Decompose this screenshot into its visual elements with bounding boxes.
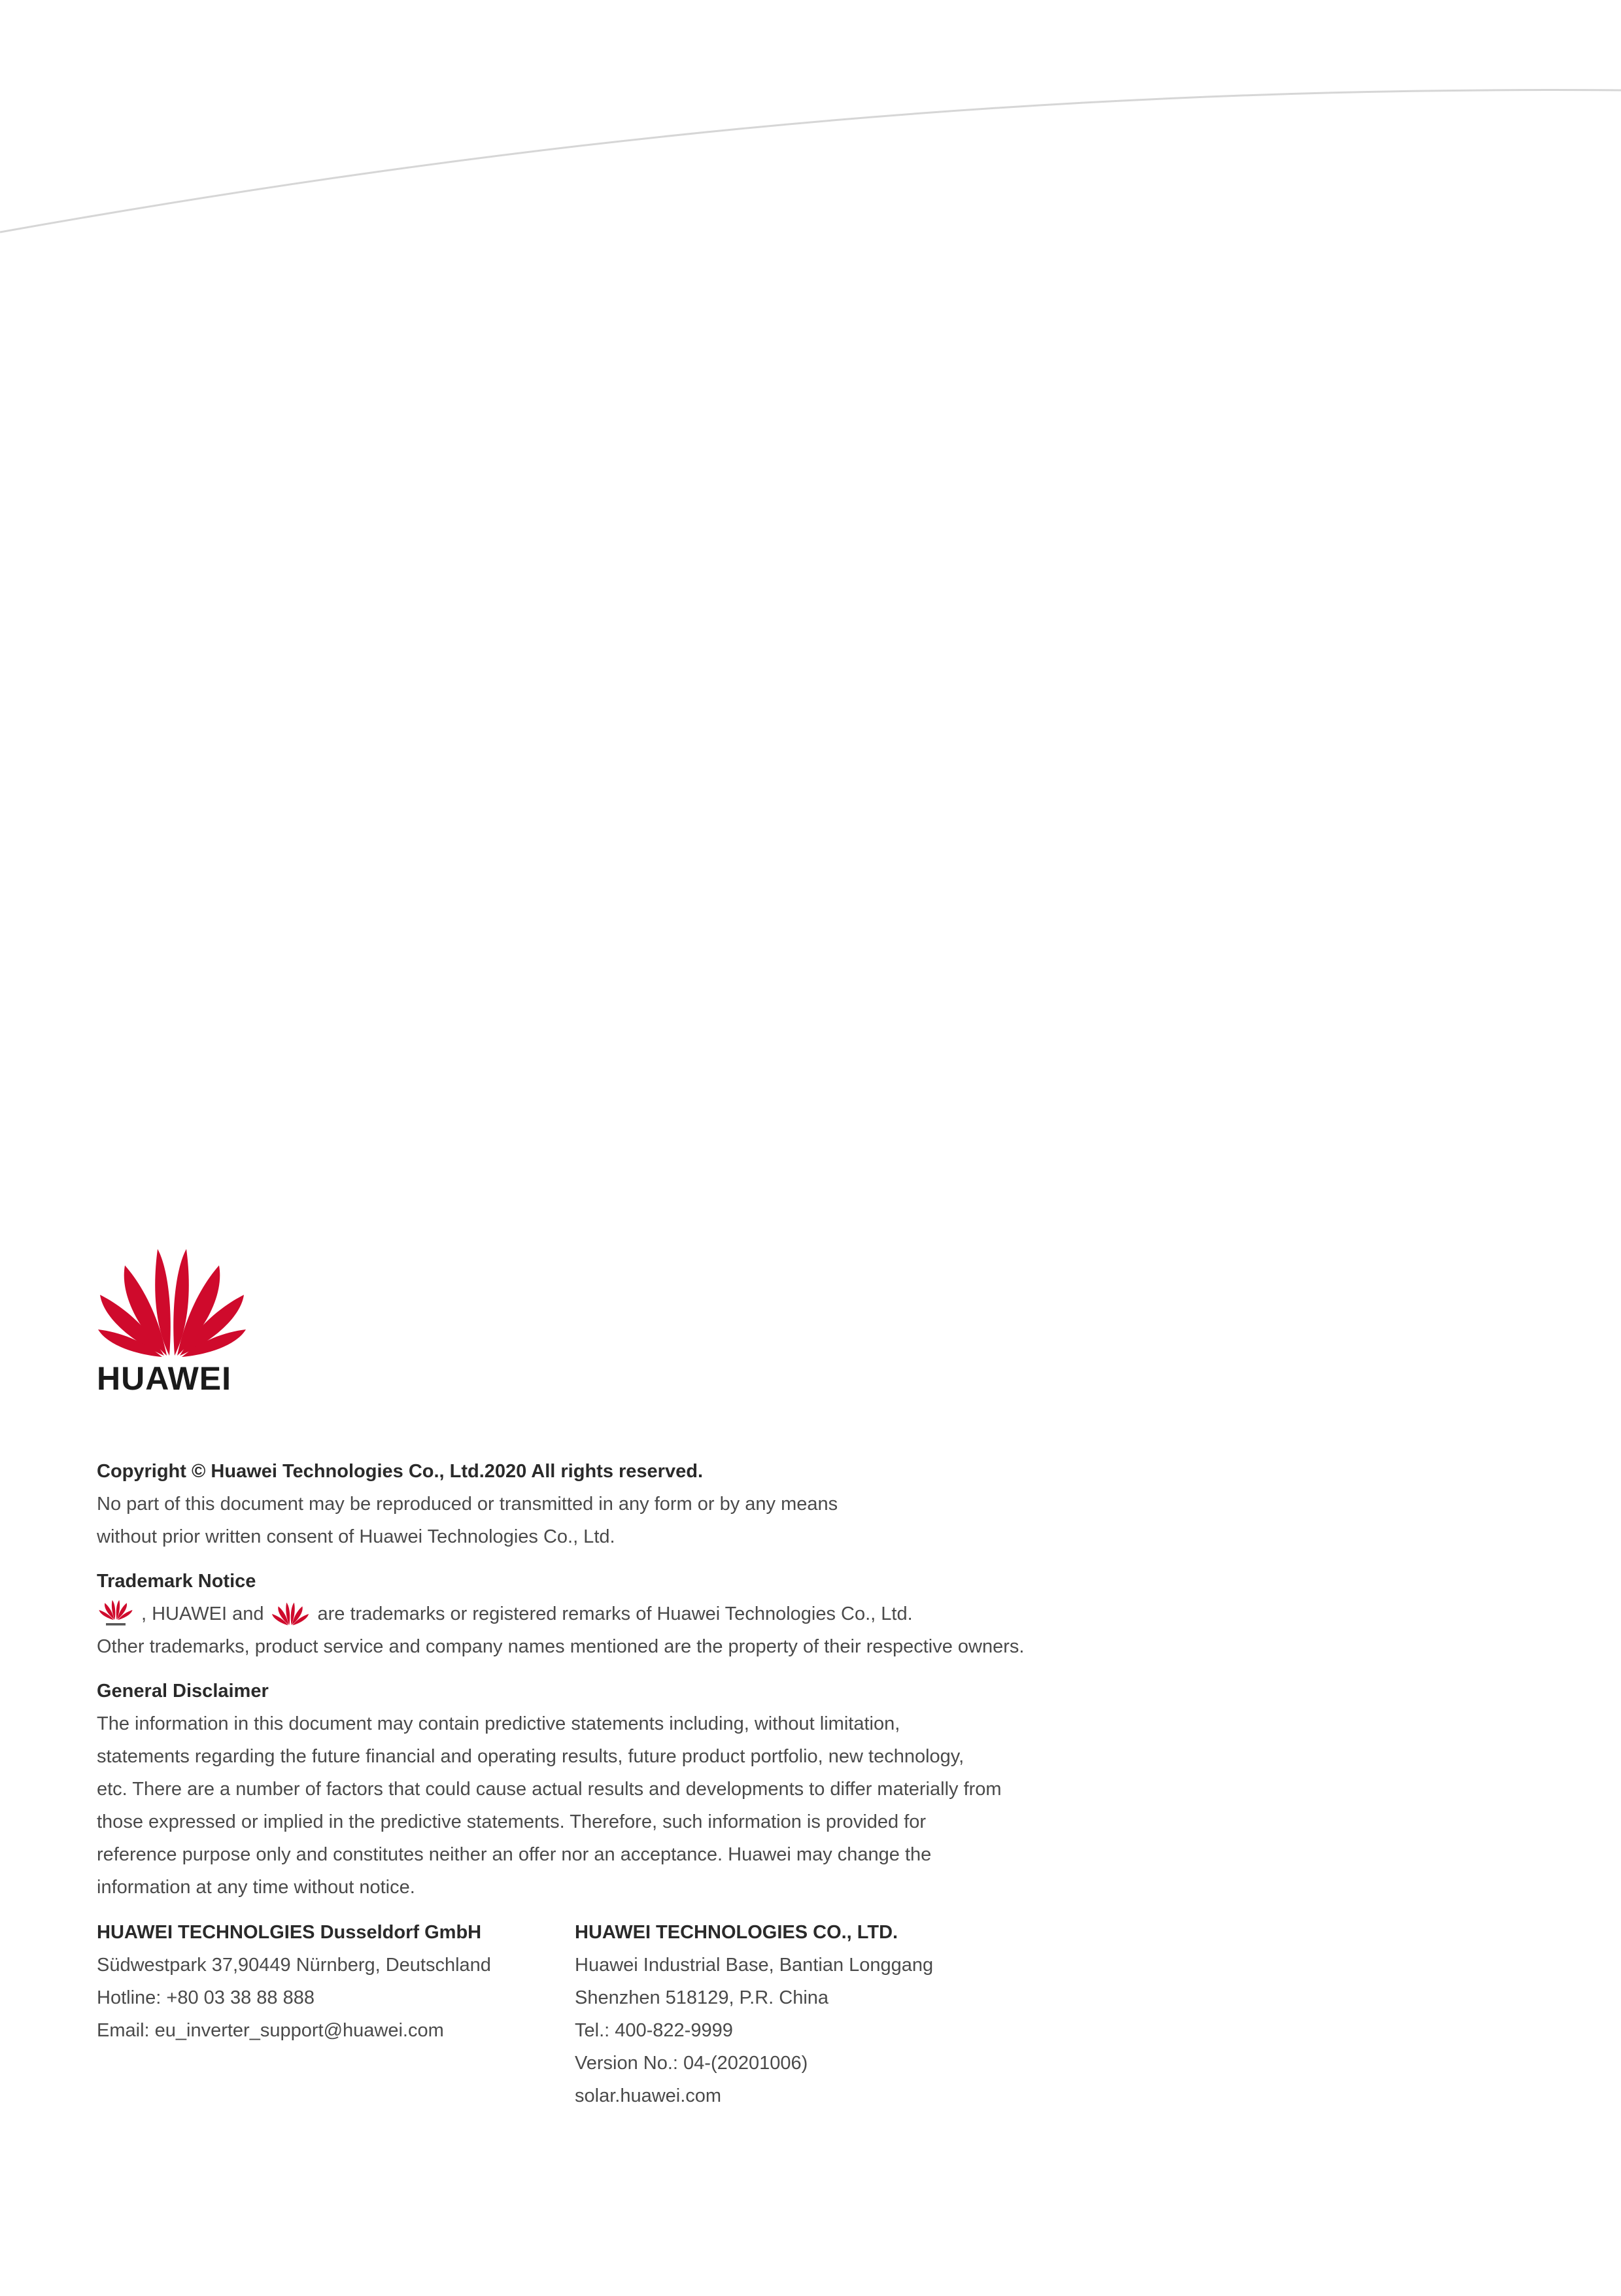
huawei-logo [97, 1246, 247, 1395]
disclaimer-line: reference purpose only and constitutes neither an offer nor an acceptance. Huawei may change the [97, 1844, 932, 1865]
address-cn-heading: HUAWEI TECHNOLOGIES CO., LTD. [575, 1922, 898, 1943]
disclaimer-line: etc. There are a number of factors that could cause actual results and developments to differ materially from [97, 1779, 1002, 1800]
address-cn-website: solar.huawei.com [575, 2085, 722, 2106]
address-de-email: Email: eu_inverter_support@huawei.com [97, 2020, 444, 2041]
trademark-text-part2: are trademarks or registered remarks of Huawei Technologies Co., Ltd. [317, 1603, 913, 1624]
disclaimer-line: The information in this document may contain predictive statements including, without limitation, [97, 1713, 900, 1734]
huawei-flower-icon [97, 1246, 247, 1357]
huawei-logo-small-icon [97, 1600, 135, 1628]
copyright-line: No part of this document may be reproduced or transmitted in any form or by any means [97, 1494, 838, 1515]
address-cn-version: Version No.: 04-(20201006) [575, 2053, 808, 2074]
address-cn-line: Shenzhen 518129, P.R. China [575, 1987, 829, 2008]
disclaimer-line: those expressed or implied in the predictive statements. Therefore, such information is provided for [97, 1811, 927, 1832]
trademark-line [97, 1598, 1405, 1630]
decorative-curve [0, 0, 1621, 262]
address-de-line: Südwestpark 37,90449 Nürnberg, Deutschland [97, 1955, 491, 1976]
copyright-heading: Copyright © Huawei Technologies Co., Ltd.2020 All rights reserved. [97, 1461, 703, 1482]
address-de-heading: HUAWEI TECHNOLGIES Dusseldorf GmbH [97, 1922, 482, 1943]
trademark-text-part1: , HUAWEI and [141, 1603, 264, 1624]
trademark-line: Other trademarks, product service and company names mentioned are the property of their respective owners. [97, 1636, 1025, 1657]
disclaimer-line: information at any time without notice. [97, 1877, 415, 1898]
legal-notice [97, 1455, 1405, 1904]
huawei-wordmark: HUAWEI [97, 1360, 231, 1397]
address-de-hotline: Hotline: +80 03 38 88 888 [97, 1987, 315, 2008]
huawei-flower-small-icon [271, 1601, 309, 1627]
disclaimer-line: statements regarding the future financial and operating results, future product portfolio, new technology, [97, 1746, 964, 1767]
address-cn-tel: Tel.: 400-822-9999 [575, 2020, 733, 2041]
address-cn-line: Huawei Industrial Base, Bantian Longgang [575, 1955, 934, 1976]
address-china [575, 1916, 933, 2112]
copyright-line: without prior written consent of Huawei Technologies Co., Ltd. [97, 1526, 615, 1547]
address-germany [97, 1916, 491, 2047]
disclaimer-heading: General Disclaimer [97, 1681, 269, 1702]
trademark-heading: Trademark Notice [97, 1571, 256, 1592]
